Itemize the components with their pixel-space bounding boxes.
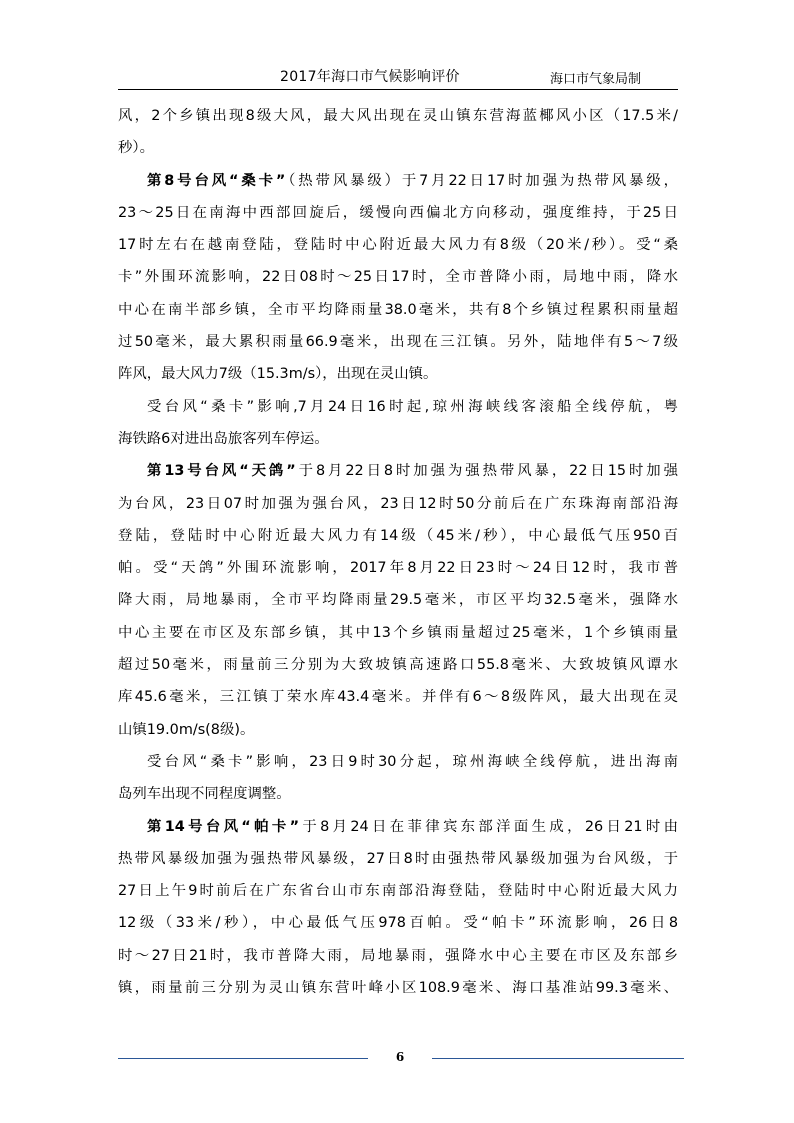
text-line: 登陆，登陆时中心附近最大风力有14级（45米/秒），中心最低气压950百: [118, 527, 678, 544]
text-line: 27日上午9时前后在广东省台山市东南部沿海登陆，登陆时中心附近最大风力: [118, 883, 678, 900]
text-line: 库45.6毫米，三江镇丁荣水库43.4毫米。并伴有6～8级阵风，最大出现在灵: [118, 689, 678, 706]
text-line: 超过50毫米，雨量前三分别为大致坡镇高速路口55.8毫米、大致坡镇风谭水: [118, 657, 678, 674]
text-line: 为台风，23日07时加强为强台风，23日12时50分前后在广东珠海南部沿海: [118, 495, 678, 512]
text-line: 卡”外围环流影响，22日08时～25日17时，全市普降小雨，局地中雨，降水: [118, 269, 678, 286]
body-text: [118, 100, 678, 1004]
header-title: 2017年海口市气候影响评价: [280, 69, 460, 85]
text-line: 岛列车出现不同程度调整。: [118, 786, 291, 803]
footer-divider-right: [432, 1058, 684, 1059]
typhoon-hato-heading: 第13号台风“天鸽”: [147, 463, 296, 480]
text-span: 于8月22日8时加强为强热带风暴，22日15时加强: [295, 463, 678, 480]
paragraph-typhoon-sanka: [118, 165, 678, 197]
paragraph-typhoon-hato: [118, 455, 678, 487]
text-line: 中心主要在市区及东部乡镇，其中13个乡镇雨量超过25毫米，1个乡镇雨量: [118, 624, 678, 641]
text-line: 时～27日21时，我市普降大雨，局地暴雨，强降水中心主要在市区及东部乡: [118, 947, 678, 964]
text-line: 受台风“桑卡”影响,7月24日16时起,琼州海峡线客滚船全线停航，粤: [147, 398, 678, 415]
text-line: 17时左右在越南登陆，登陆时中心附近最大风力有8级（20米/秒）。受“桑: [118, 237, 678, 254]
text-line: 镇，雨量前三分别为灵山镇东营叶峰小区108.9毫米、海口基准站99.3毫米、: [118, 980, 678, 997]
header-organization: 海口市气象局制: [550, 72, 642, 87]
text-line: 过50毫米，最大累积雨量66.9毫米，出现在三江镇。另外，陆地伴有5～7级: [118, 334, 678, 351]
text-line: 山镇19.0m/s(8级)。: [118, 721, 255, 738]
text-line: 中心在南半部乡镇，全市平均降雨量38.0毫米，共有8个乡镇过程累积雨量超: [118, 301, 678, 318]
page-number: 6: [395, 1050, 405, 1064]
footer-divider-left: [118, 1058, 368, 1059]
text-span: 于8月24日在菲律宾东部洋面生成，26日21时由: [299, 818, 678, 835]
text-line: 降大雨，局地暴雨，全市平均降雨量29.5毫米，市区平均32.5毫米，强降水: [118, 592, 678, 609]
text-line: 受台风“桑卡”影响，23日9时30分起，琼州海峡全线停航，进出海南: [147, 753, 678, 770]
text-line: 23～25日在南海中西部回旋后，缓慢向西偏北方向移动，强度维持，于25日: [118, 204, 678, 221]
text-line: 海铁路6对进出岛旅客列车停运。: [118, 430, 329, 447]
paragraph-typhoon-pakhar: [118, 811, 678, 843]
text-line: 热带风暴级加强为强热带风暴级，27日8时由强热带风暴级加强为台风级，于: [118, 850, 678, 867]
text-span: （热带风暴级）于7月22日17时加强为热带风暴级，: [285, 172, 678, 189]
text-line: 帕。受“天鸽”外围环流影响，2017年8月22日23时～24日12时，我市普: [118, 560, 678, 577]
text-line: 12级（33米/秒），中心最低气压978百帕。受“帕卡”环流影响，26日8: [118, 915, 678, 932]
typhoon-sanka-heading: 第8号台风“桑卡”: [147, 172, 286, 189]
text-line: 阵风，最大风力7级（15.3m/s），出现在灵山镇。: [118, 366, 438, 383]
text-line: 风，2个乡镇出现8级大风，最大风出现在灵山镇东营海蓝椰风小区（17.5米/: [118, 108, 678, 124]
typhoon-pakhar-heading: 第14号台风“帕卡”: [147, 818, 300, 835]
page-header: [118, 62, 678, 92]
header-divider: [118, 89, 678, 90]
text-line: 秒）。: [118, 140, 154, 157]
page-footer: [118, 1050, 684, 1070]
